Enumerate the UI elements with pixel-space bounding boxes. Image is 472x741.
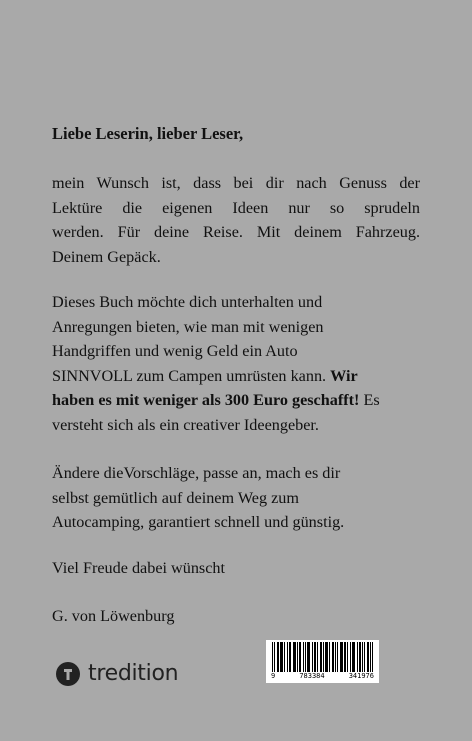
barcode-bar: [345, 642, 346, 672]
barcode-bar: [312, 642, 313, 672]
barcode-bar: [362, 642, 363, 672]
paragraph-wish: [52, 171, 420, 269]
barcode-bar: [280, 642, 281, 672]
tredition-logo-icon: [56, 662, 80, 686]
barcode-left-group: 783384: [299, 672, 325, 680]
barcode-bar: [308, 642, 309, 672]
publisher-name: tredition: [88, 661, 179, 686]
barcode-bar: [354, 642, 355, 672]
barcode-bar: [340, 642, 341, 672]
barcode-bar: [282, 642, 283, 672]
barcode-bar: [281, 642, 282, 672]
paragraph-line: Handgriffen und wenig Geld ein Auto: [52, 342, 298, 361]
barcode-bar: [309, 642, 310, 672]
barcode-first-digit: 9: [271, 672, 276, 680]
barcode-bar: [284, 642, 285, 672]
paragraph-line: Dieses Buch möchte dich unterhalten und: [52, 293, 323, 311]
letter-closing: Viel Freude dabei wünscht: [52, 559, 225, 577]
barcode-bar: [337, 642, 338, 672]
barcode-bar: [300, 642, 301, 672]
barcode-bar: [314, 642, 315, 672]
paragraph-book-description: [52, 290, 420, 438]
barcode-bar: [294, 642, 295, 672]
barcode-bar: [333, 642, 334, 672]
barcode-bar: [297, 642, 298, 672]
paragraph-line: Autocamping, garantiert schnell und günstig.: [52, 513, 345, 532]
paragraph-line: selbst gemütlich auf deinem Weg zum: [52, 488, 299, 507]
barcode-bar: [329, 642, 330, 672]
paragraph-line: Lektüre die eigenen Ideen nur so sprudeln: [52, 198, 420, 217]
barcode-bar: [289, 642, 290, 672]
barcode-bar: [303, 642, 304, 672]
barcode-right-group: 341976: [348, 672, 374, 680]
barcode-bar: [372, 642, 373, 672]
barcode-bar: [350, 642, 351, 672]
barcode-bar: [335, 642, 336, 672]
barcode-bar: [357, 642, 358, 672]
barcode-bar: [307, 642, 308, 672]
barcode-bar: [367, 642, 368, 672]
barcode-bar: [347, 642, 348, 672]
barcode-bar: [295, 642, 296, 672]
barcode-bar: [325, 642, 326, 672]
barcode-bar: [344, 642, 345, 672]
barcode-bar: [317, 642, 318, 672]
barcode-bar: [293, 642, 294, 672]
paragraph-line: werden. Für deine Reise. Mit deinem Fahrzeug.: [52, 223, 420, 242]
barcode-bar: [332, 642, 333, 672]
barcode-digits: [269, 672, 376, 681]
barcode-bar: [321, 642, 322, 672]
barcode-bar: [323, 642, 324, 672]
barcode-bar: [290, 642, 291, 672]
highlight-text: haben es mit weniger als 300 Euro geschafft!: [52, 391, 360, 410]
barcode-bar: [342, 642, 343, 672]
letter-greeting: Liebe Leserin, lieber Leser,: [52, 124, 244, 143]
paragraph-line: Anregungen bieten, wie man mit wenigen: [52, 317, 324, 336]
paragraph-encouragement: [52, 461, 420, 535]
barcode-bar: [287, 642, 288, 672]
barcode-bar: [360, 642, 361, 672]
paragraph-line: Ändere dieVorschläge, passe an, mach es dir: [52, 464, 341, 482]
barcode-bar: [352, 642, 353, 672]
paragraph-line: Deinem Gepäck.: [52, 247, 161, 266]
barcode-bar: [359, 642, 360, 672]
barcode-bar: [277, 642, 278, 672]
barcode-bar: [341, 642, 342, 672]
barcode-bar: [305, 642, 306, 672]
barcode-bar: [299, 642, 300, 672]
barcode-bar: [326, 642, 327, 672]
paragraph-line-mixed: [52, 364, 420, 389]
paragraph-text: Es: [359, 391, 380, 410]
paragraph-line-mixed: [52, 388, 420, 413]
paragraph-line: mein Wunsch ist, dass bei dir nach Genuss der: [52, 174, 420, 192]
paragraph-text: SINNVOLL zum Campen umrüsten kann.: [52, 366, 331, 385]
barcode-bar: [353, 642, 354, 672]
isbn-barcode: [266, 640, 379, 683]
barcode-bar: [315, 642, 316, 672]
publisher-logo: [56, 661, 178, 686]
paragraph-line: versteht sich als ein creativer Ideengeber.: [52, 415, 319, 434]
barcode-bar: [364, 642, 365, 672]
highlight-text: Wir: [330, 366, 358, 385]
barcode-bar: [327, 642, 328, 672]
barcode-bar: [278, 642, 279, 672]
letter-signature: G. von Löwenburg: [52, 607, 175, 625]
